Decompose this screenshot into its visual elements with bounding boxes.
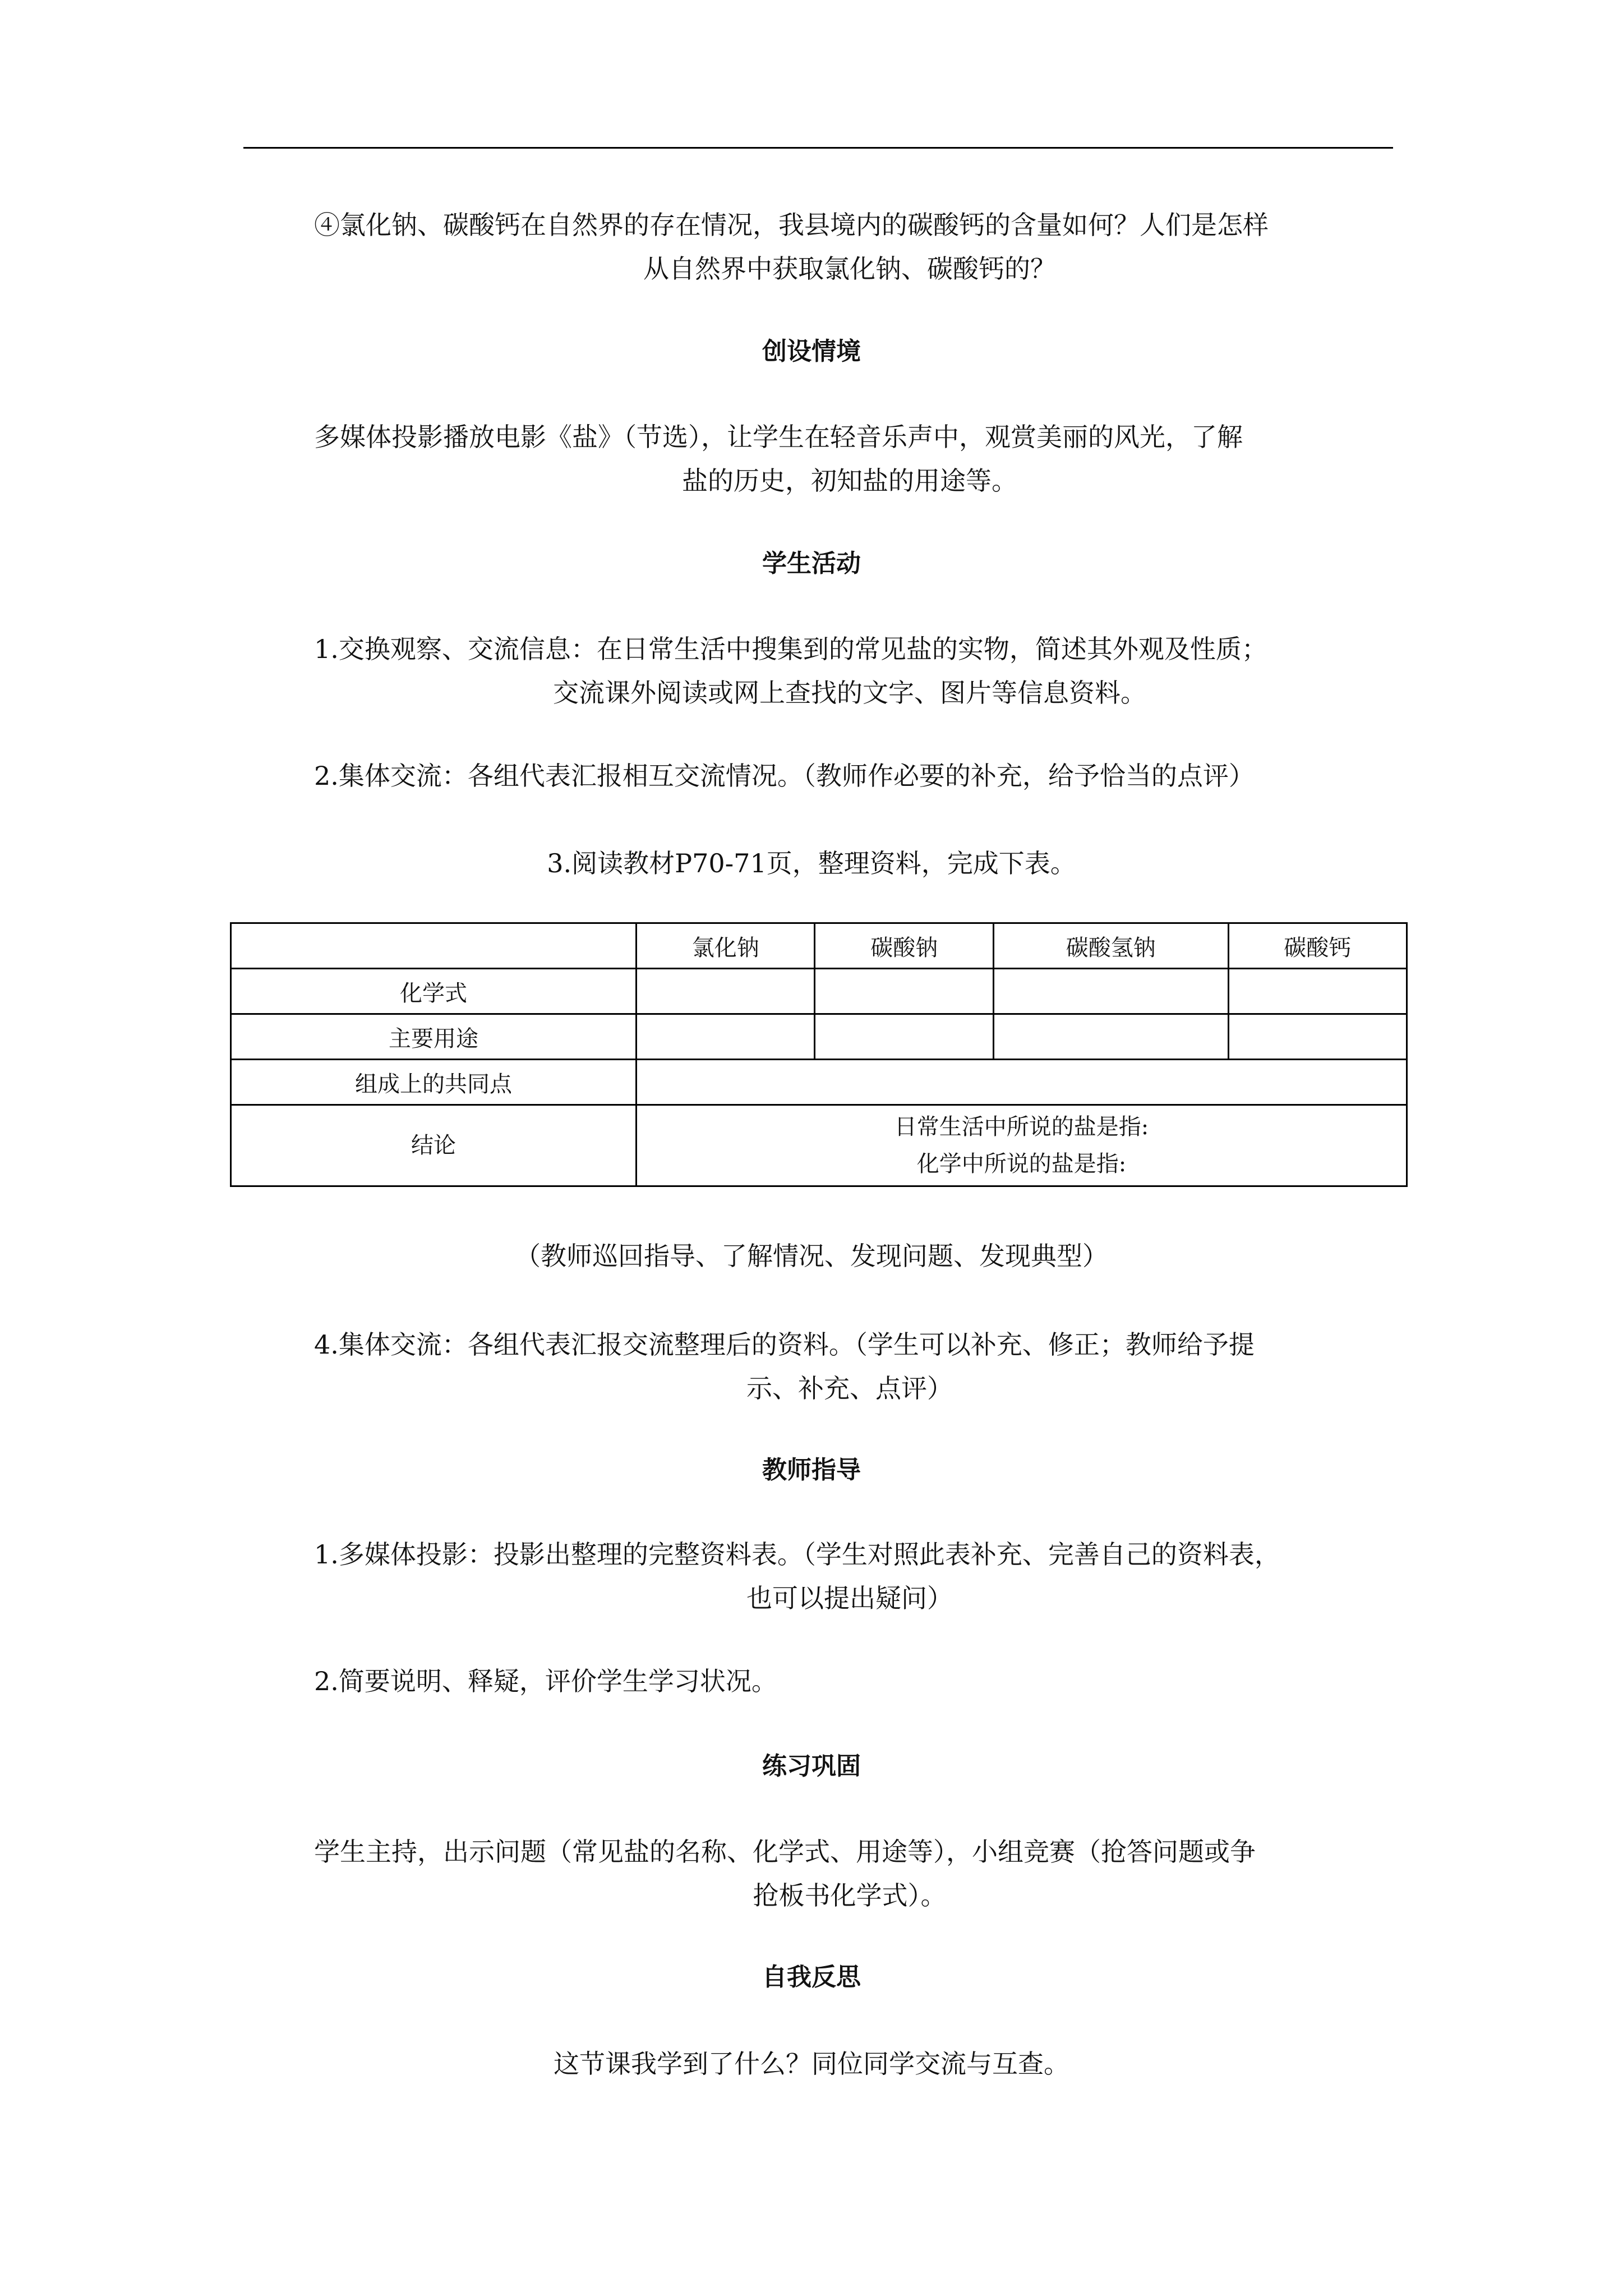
table-cell: [815, 969, 993, 1014]
scenario-line-2: 盐的历史，初知盐的用途等。: [682, 466, 1017, 496]
table-cell: [1228, 1014, 1407, 1060]
intro-line-1: ④氯化钠、碳酸钙在自然界的存在情况，我县境内的碳酸钙的含量如何？人们是怎样: [314, 210, 1269, 240]
table-header-sodium-chloride: 氯化钠: [637, 923, 815, 969]
table-row: [231, 969, 1407, 1014]
activity-item-4: [314, 1323, 1385, 1410]
header-rule: [243, 147, 1393, 149]
table-header-calcium-carbonate: 碳酸钙: [1228, 923, 1407, 969]
heading-student-activity: 学生活动: [762, 549, 861, 578]
table-header-row: [231, 923, 1407, 969]
salt-info-table: [230, 922, 1408, 1187]
heading-practice: 练习巩固: [762, 1752, 861, 1780]
guidance-item-1: [314, 1533, 1385, 1620]
table-cell: [993, 969, 1228, 1014]
activity-item-1: [314, 627, 1385, 715]
scenario-paragraph: [314, 415, 1385, 503]
reflection-line: 这节课我学到了什么？同位同学交流与互查。: [554, 2049, 1069, 2079]
practice-line-1: 学生主持，出示问题（常见盐的名称、化学式、用途等），小组竞赛（抢答问题或争: [314, 1837, 1256, 1867]
activity-item-4-line-2: 示、补充、点评）: [746, 1373, 953, 1404]
table-header-sodium-bicarbonate: 碳酸氢钠: [993, 923, 1228, 969]
table-cell: [637, 969, 815, 1014]
table-row-label: 组成上的共同点: [231, 1060, 637, 1105]
table-cell: [637, 1014, 815, 1060]
activity-item-1-line-1: 1.交换观察、交流信息：在日常生活中搜集到的常见盐的实物，简述其外观及性质；: [314, 634, 1267, 664]
guidance-item-1-line-2: 也可以提出疑问）: [746, 1583, 953, 1613]
table-header-sodium-carbonate: 碳酸钠: [815, 923, 993, 969]
heading-create-scenario: 创设情境: [762, 337, 861, 366]
practice-line-2: 抢板书化学式）。: [753, 1880, 947, 1911]
activity-item-1-line-2: 交流课外阅读或网上查找的文字、图片等信息资料。: [553, 678, 1146, 708]
intro-line-2: 从自然界中获取氯化钠、碳酸钙的？: [643, 254, 1056, 284]
table-cell: [637, 1060, 1407, 1105]
scenario-line-1: 多媒体投影播放电影《盐》（节选），让学生在轻音乐声中，观赏美丽的风光，了解: [314, 422, 1243, 452]
activity-item-4-line-1: 4.集体交流：各组代表汇报交流整理后的资料。（学生可以补充、修正；教师给予提: [314, 1329, 1255, 1360]
table-row-label: 主要用途: [231, 1014, 637, 1060]
table-row: [231, 1014, 1407, 1060]
teacher-tour-note: （教师巡回指导、了解情况、发现问题、发现典型）: [515, 1241, 1108, 1271]
conclusion-line-2: 化学中所说的盐是指:: [916, 1151, 1127, 1177]
table-cell: [993, 1014, 1228, 1060]
heading-self-reflection: 自我反思: [762, 1963, 861, 1991]
intro-paragraph: [314, 203, 1385, 291]
activity-item-3: 3.阅读教材P70-71页，整理资料，完成下表。: [547, 848, 1076, 878]
activity-item-2: 2.集体交流：各组代表汇报相互交流情况。（教师作必要的补充，给予恰当的点评）: [314, 761, 1255, 791]
table-header-blank: [231, 923, 637, 969]
conclusion-cell: [637, 1105, 1407, 1186]
guidance-item-2: 2.简要说明、释疑，评价学生学习状况。: [314, 1666, 777, 1696]
table-cell: [1228, 969, 1407, 1014]
table-cell: [815, 1014, 993, 1060]
table-row: [231, 1105, 1407, 1186]
table-row-label: 化学式: [231, 969, 637, 1014]
guidance-item-1-line-1: 1.多媒体投影：投影出整理的完整资料表。（学生对照此表补充、完善自己的资料表，: [314, 1539, 1280, 1570]
heading-teacher-guidance: 教师指导: [762, 1456, 861, 1484]
practice-paragraph: [314, 1830, 1385, 1917]
table-row-label: 结论: [231, 1105, 637, 1186]
conclusion-line-1: 日常生活中所说的盐是指:: [894, 1114, 1149, 1140]
table-row: [231, 1060, 1407, 1105]
